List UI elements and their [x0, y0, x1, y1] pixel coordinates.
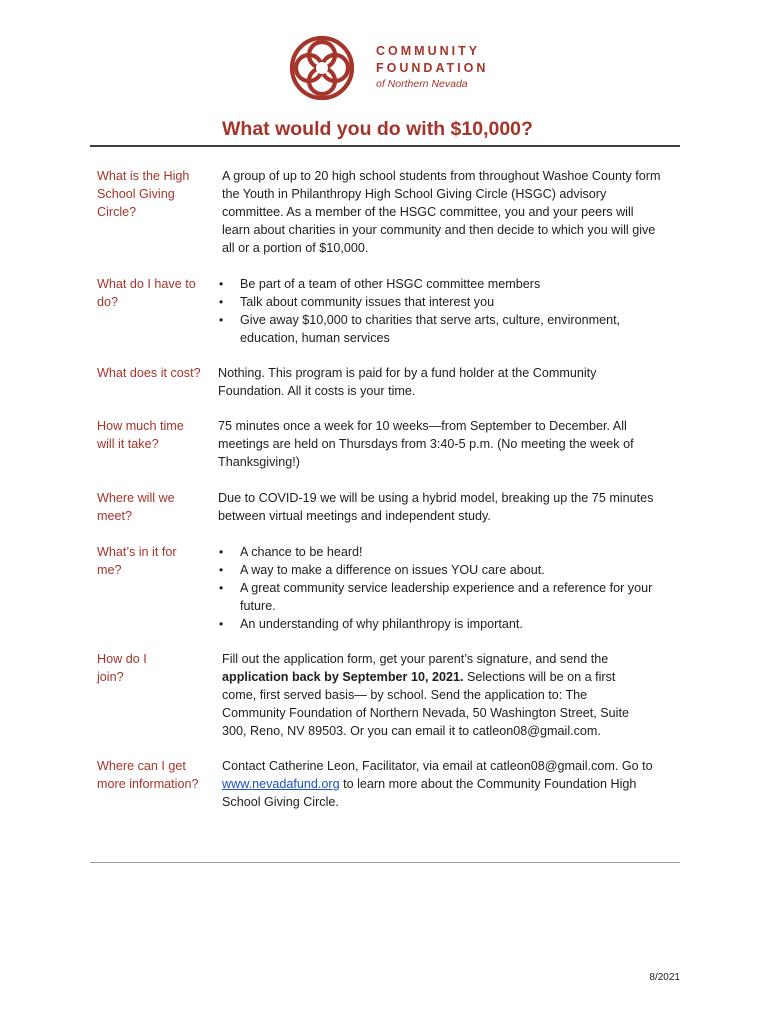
- answer-what-is: A group of up to 20 high school students from throughout Washoe County form the Youth in Philanthropy High School Giving Circle (HSGC) advisory committee. As a member of the HSGC committee, you and your peers will learn about charities in your community and then decide to which you will give all or a portion of $10,000.: [222, 169, 661, 255]
- question-what-do: What do I have to do?: [97, 277, 196, 309]
- list-item: • Talk about community issues that interest you: [219, 293, 649, 311]
- footer-date: 8/2021: [649, 972, 680, 983]
- answer-join-details: Selections will be on a first come, first served basis— by school. Send the application to: The Community Foundation of Northern Nevada, 50 Washington Street, Suite 300, Reno, NV 89503. Or you can email it to catleon08@gmail.com.: [222, 670, 629, 738]
- foundation-emblem-icon: [287, 33, 357, 103]
- answer-info-details: to learn more about the Community Foundation High School Giving Circle.: [222, 777, 637, 809]
- question-info: Where can I get more information?: [97, 759, 199, 791]
- logo-wordmark: [376, 43, 506, 92]
- page-title: What would you do with $10,000?: [222, 118, 533, 140]
- answer-time: 75 minutes once a week for 10 weeks—from September to December. All meetings are held on Thursdays from 3:40-5 p.m. (No meeting the week of Thanksgiving!): [218, 419, 634, 469]
- answer-info-text: Contact Catherine Leon, Facilitator, via email at catleon08@gmail.com. Go to: [222, 759, 653, 773]
- logo-line-1: COMMUNITY: [376, 44, 481, 58]
- logo-line-2: FOUNDATION: [376, 61, 489, 75]
- list-item: • An understanding of why philanthropy is important.: [219, 615, 674, 633]
- list-item: • Give away $10,000 to charities that serve arts, culture, environment, education, human services: [219, 311, 649, 347]
- application-deadline: application back by September 10, 2021.: [222, 670, 464, 684]
- title-divider: [90, 145, 680, 147]
- list-item: • Be part of a team of other HSGC committee members: [219, 275, 649, 293]
- community-foundation-logo: [287, 33, 487, 103]
- list-item: • A great community service leadership experience and a reference for your future.: [219, 579, 674, 615]
- answer-cost: Nothing. This program is paid for by a fund holder at the Community Foundation. All it costs is your time.: [218, 366, 597, 398]
- answer-join-text: Fill out the application form, get your parent’s signature, and send the: [222, 652, 609, 666]
- answer-join: [222, 650, 647, 740]
- question-whats-in: What’s in it for me?: [97, 545, 177, 577]
- question-cost: What does it cost?: [97, 366, 201, 380]
- footer-divider: [90, 862, 680, 863]
- list-item: • A way to make a difference on issues YOU care about.: [219, 561, 674, 579]
- answer-what-do-list: [219, 275, 649, 347]
- answer-whats-in-list: [219, 543, 674, 633]
- question-where: Where will we meet?: [97, 491, 175, 523]
- answer-info: [222, 757, 672, 811]
- answer-where: Due to COVID-19 we will be using a hybrid model, breaking up the 75 minutes between virtual meetings and independent study.: [218, 491, 654, 523]
- question-join: How do I join?: [97, 652, 147, 684]
- question-what-is: What is the High School Giving Circle?: [97, 169, 190, 219]
- question-time: How much time will it take?: [97, 419, 184, 451]
- logo-line-3: of Northern Nevada: [376, 78, 468, 90]
- list-item: • A chance to be heard!: [219, 543, 674, 561]
- nevadafund-link[interactable]: www.nevadafund.org: [222, 777, 340, 791]
